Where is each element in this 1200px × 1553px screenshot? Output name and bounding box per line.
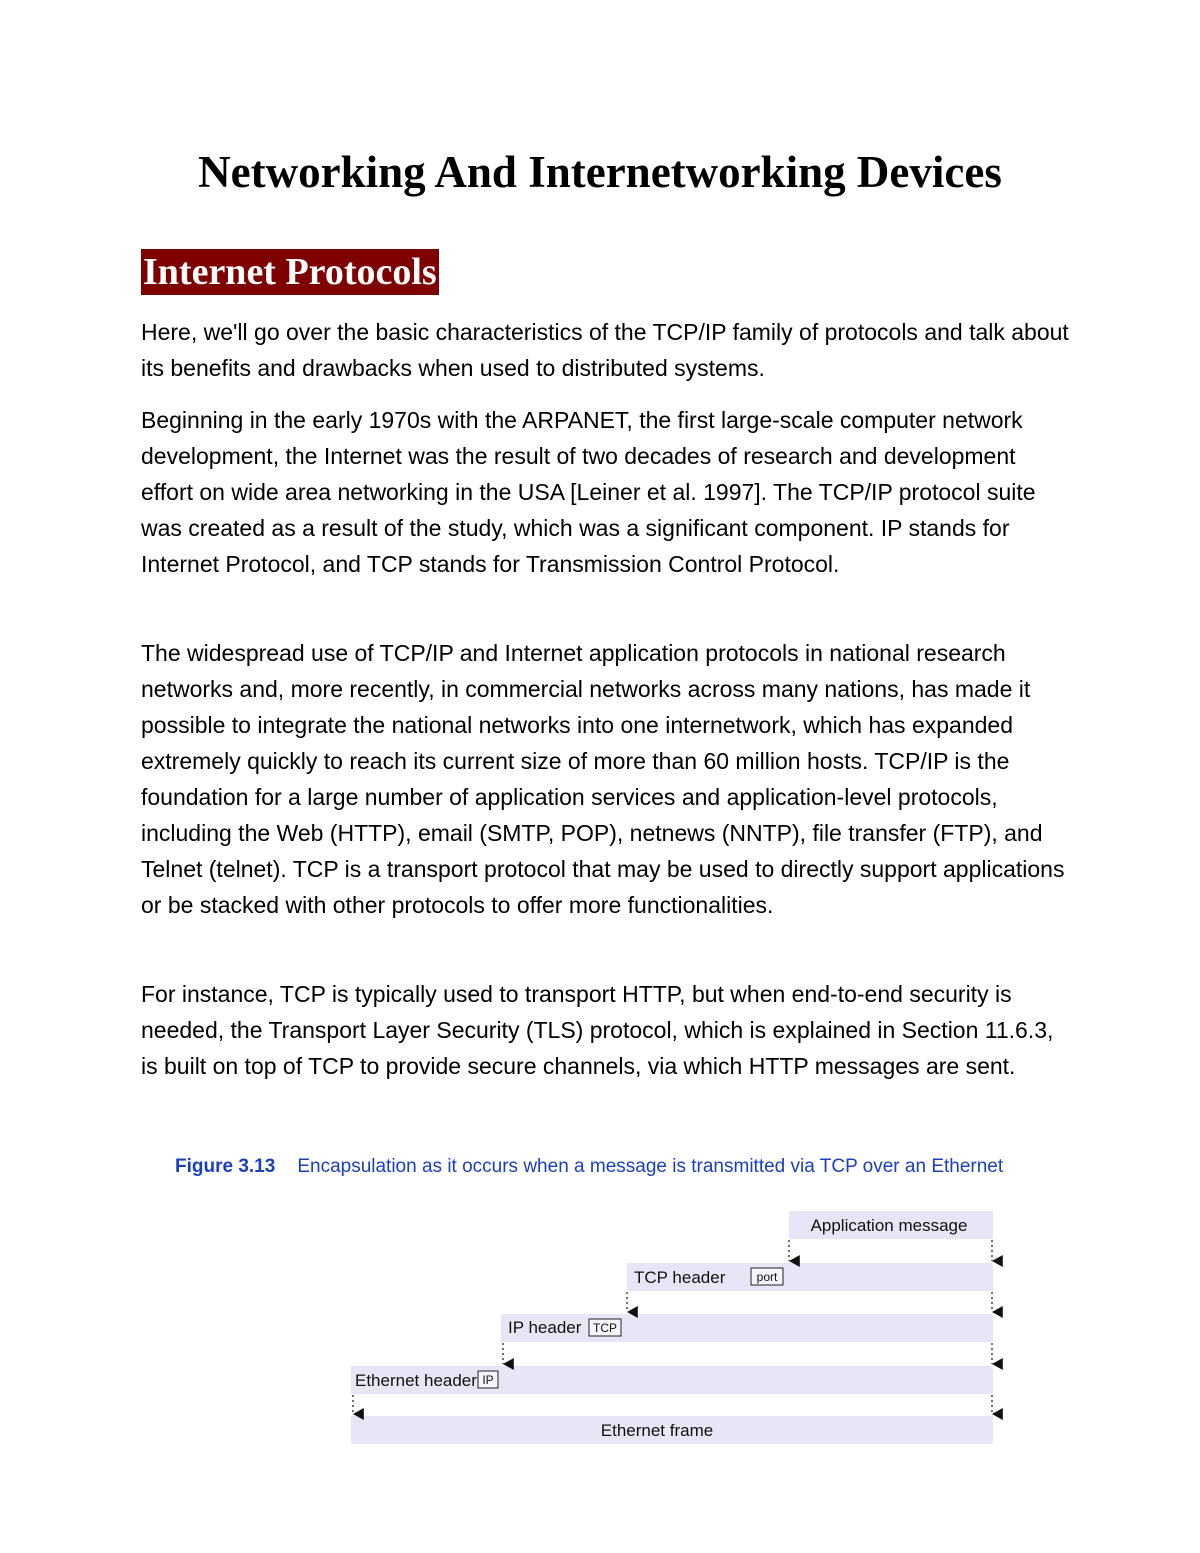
ip-tag-label: IP [482,1373,494,1387]
port-tag-label: port [756,1270,778,1284]
figure-number: Figure 3.13 [175,1156,276,1177]
ip-header-label: IP header [508,1318,582,1337]
tcp-tag-label: TCP [593,1321,617,1335]
tcp-header-label: TCP header [634,1268,726,1287]
ethernet-header-label: Ethernet header [355,1371,477,1390]
section-heading: Internet Protocols [143,251,437,293]
paragraph: For instance, TCP is typically used to transport HTTP, but when end-to-end security is needed, the Transport Layer Security (TLS) protocol, which is explained in Section 11.6.3, is built on top of TCP to provide secure channels, via which HTTP messages are sent. [141,981,1054,1079]
page-title: Networking And Internetworking Devices [198,147,1002,197]
ethernet-frame-label: Ethernet frame [600,1421,714,1440]
application-message-label: Application message [810,1216,968,1235]
paragraph: Beginning in the early 1970s with the ARPANET, the first large-scale computer network development, the Internet was the result of two decades of research and development effort on wide area networking in the USA [Leiner et al. 1997]. The TCP/IP protocol suite was created as a result of the study, which was a significant component. IP stands for Internet Protocol, and TCP stands for Transmission Control Protocol. [141,407,1036,577]
figure-caption-text: Encapsulation as it occurs when a message is transmitted via TCP over an Ethernet [297,1156,1004,1177]
paragraph: The widespread use of TCP/IP and Internet application protocols in national research networks and, more recently, in commercial networks across many nations, has made it possible to integrate the national networks into one internetwork, which has expanded extremely quickly to reach its current size of more than 60 million hosts. TCP/IP is the foundation for a large number of application services and application-level protocols, including the Web (HTTP), email (SMTP, POP), netnews (NNTP), file transfer (FTP), and Telnet (telnet). TCP is a transport protocol that may be used to directly support applications or be stacked with other protocols to offer more functionalities. [141,640,1065,918]
paragraph: Here, we'll go over the basic characteristics of the TCP/IP family of protocols and talk about its benefits and drawbacks when used to distributed systems. [141,319,1069,381]
